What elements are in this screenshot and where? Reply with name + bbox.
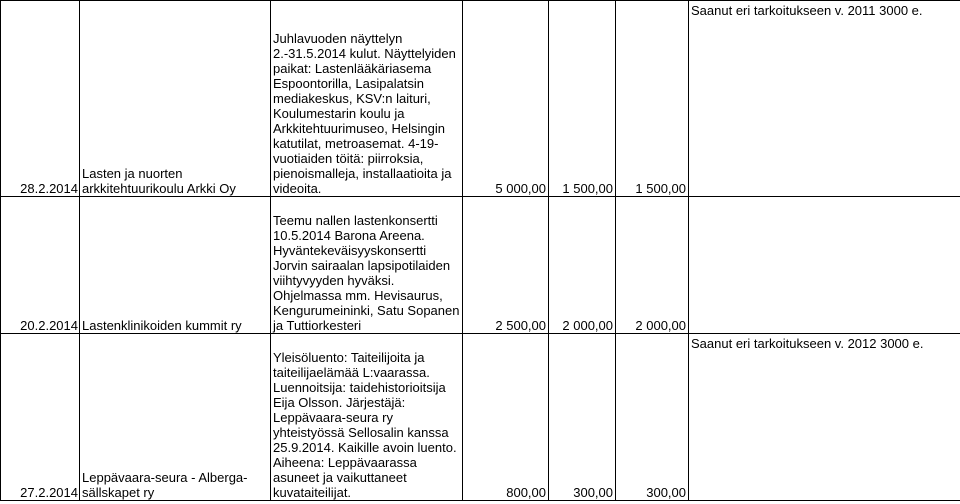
- table-row: [1, 1, 960, 197]
- amount-proposed-cell: 300,00: [549, 334, 616, 501]
- description-cell: Teemu nallen lastenkonsertti 10.5.2014 Barona Areena. Hyväntekeväisyyskonsertti Jorvin sairaalan lapsipotilaiden viihtyvyyden hyväksi. Ohjelmassa mm. Hevisaurus, Kengurumeininki, Satu Sopanen ja Tuttiorkesteri: [271, 197, 463, 334]
- date-cell: 28.2.2014: [1, 1, 80, 197]
- table-row: [1, 334, 960, 501]
- description-cell: Yleisöluento: Taiteilijoita ja taiteilijaelämää L:vaarassa. Luennoitsija: taidehistorioitsija Eija Olsson. Järjestäjä: Leppävaara-seura ry yhteistyössä Sellosalin kanssa 25.9.2014. Kaikille avoin luento. Aiheena: Leppävaarassa asuneet ja vaikuttaneet kuvataiteilijat.: [271, 334, 463, 501]
- amount-applied-cell: 5 000,00: [463, 1, 549, 197]
- amount-proposed-cell: 2 000,00: [549, 197, 616, 334]
- applicant-cell: Lasten ja nuorten arkkitehtuurikoulu Arkki Oy: [80, 1, 271, 197]
- amount-proposed-cell: 1 500,00: [549, 1, 616, 197]
- description-cell: Juhlavuoden näyttelyn 2.-31.5.2014 kulut. Näyttelyiden paikat: Lastenlääkäriasema Espoontorilla, Lasipalatsin mediakeskus, KSV:n laituri, Koulumestarin koulu ja Arkkitehtuurimuseo, Helsingin katutilat, metroasemat. 4-19-vuotiaiden töitä: piirroksia, pienoismalleja, installaatioita ja videoita.: [271, 1, 463, 197]
- date-cell: 20.2.2014: [1, 197, 80, 334]
- date-cell: 27.2.2014: [1, 334, 80, 501]
- applicant-cell: Leppävaara-seura - Alberga-sällskapet ry: [80, 334, 271, 501]
- applicant-cell: Lastenklinikoiden kummit ry: [80, 197, 271, 334]
- amount-granted-cell: 300,00: [616, 334, 689, 501]
- note-cell: Saanut eri tarkoitukseen v. 2011 3000 e.: [689, 1, 960, 197]
- note-cell: Saanut eri tarkoitukseen v. 2012 3000 e.: [689, 334, 960, 501]
- table-row: [1, 197, 960, 334]
- amount-applied-cell: 800,00: [463, 334, 549, 501]
- note-cell: [689, 197, 960, 334]
- amount-applied-cell: 2 500,00: [463, 197, 549, 334]
- amount-granted-cell: 2 000,00: [616, 197, 689, 334]
- amount-granted-cell: 1 500,00: [616, 1, 689, 197]
